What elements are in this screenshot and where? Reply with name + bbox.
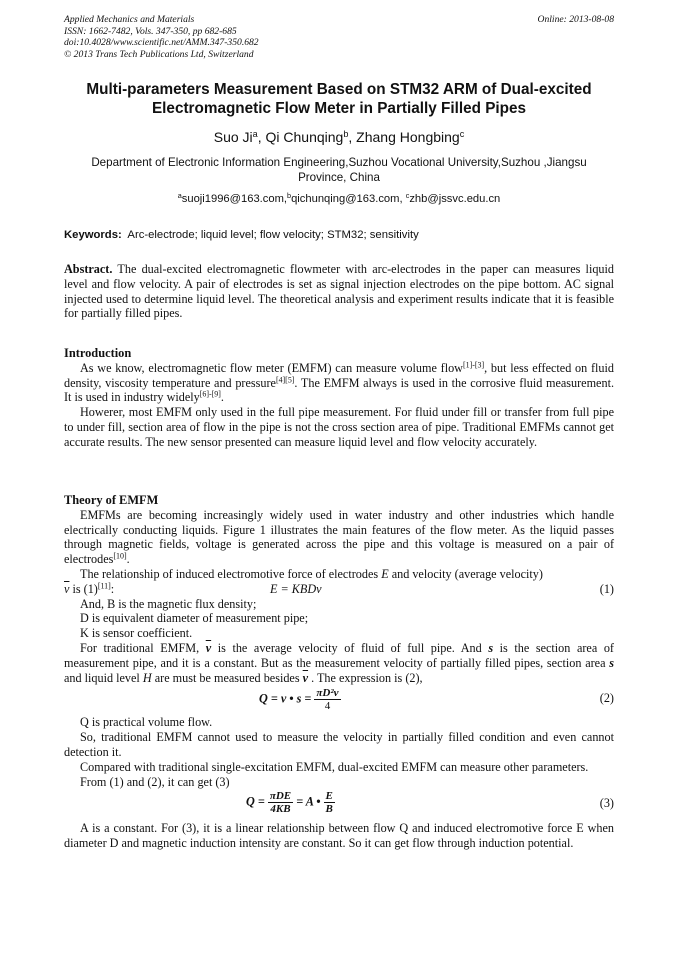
author-list xyxy=(0,129,678,145)
author-affil-mark: a xyxy=(252,129,258,139)
equation-fraction xyxy=(268,790,293,815)
paragraph-text: . xyxy=(126,552,130,567)
section-heading: Introduction xyxy=(64,346,132,360)
online-date: Online: 2013-08-08 xyxy=(537,14,614,25)
definition-line: And, B is the magnetic flux density; xyxy=(80,596,257,611)
equation-1: E = KBDv xyxy=(270,581,322,596)
paragraph-text: EMFMs are becoming increasingly widely used in water industry and other industries which handle electrically conducting liquids. Figure 1 illustrates the main features of the flow meter. As the liquid passes through magnetic fields, voltage is generated across the pipe and this voltage is measured on a pair of electrodes xyxy=(64,507,614,567)
abstract xyxy=(64,262,614,321)
email-link[interactable]: qichunqing@163.com, xyxy=(291,193,406,205)
doi-line[interactable]: doi:10.4028/www.scientific.net/AMM.347-350.682 xyxy=(64,37,259,48)
math-symbol: E xyxy=(381,566,389,581)
equation-2 xyxy=(259,687,341,712)
equation-number: (3) xyxy=(599,796,614,811)
paragraph xyxy=(64,361,614,405)
email-mark: a xyxy=(177,191,182,200)
fraction-denominator: 4 xyxy=(324,700,331,713)
paper-title xyxy=(50,80,628,118)
abstract-label: Abstract. xyxy=(64,262,113,276)
equation-3 xyxy=(246,790,335,815)
author-affil-mark: b xyxy=(343,129,349,139)
math-symbol: $\overline{v}$ xyxy=(64,581,70,596)
math-symbol: $\overline{v}$ xyxy=(205,640,212,655)
title-line-1: Multi-parameters Measurement Based on STM32 ARM of Dual-excited xyxy=(86,81,592,98)
keywords xyxy=(64,229,614,241)
fraction-numerator: πD²v xyxy=(316,687,339,700)
paragraph-text: . xyxy=(220,390,224,405)
fraction-denominator: B xyxy=(325,803,333,816)
paragraph: From (1) and (2), it can get (3) xyxy=(80,774,230,789)
paragraph-text: is the average velocity of fluid of full pipe. And xyxy=(211,640,489,655)
paragraph-text: and liquid level xyxy=(64,670,143,685)
paragraph-text: For traditional EMFM, xyxy=(80,640,206,655)
introduction-section xyxy=(64,346,614,450)
affiliation-line-2: Province, China xyxy=(298,171,380,184)
paragraph: So, traditional EMFM cannot used to measure the velocity in partially filled condition and even cannot detection it. xyxy=(64,730,614,759)
definition-line: Q is practical volume flow. xyxy=(80,715,213,730)
journal-name: Applied Mechanics and Materials xyxy=(64,14,195,25)
paragraph-text: . The EMFM always is used in the corrosive fluid measurement. It is used in industry widely xyxy=(64,375,614,405)
equation-2-line xyxy=(64,685,614,715)
equation-3-line xyxy=(64,789,614,821)
section-heading: Theory of EMFM xyxy=(64,493,159,507)
author-emails xyxy=(0,193,678,205)
paragraph-text: are must be measured besides xyxy=(151,670,303,685)
issn-line: ISSN: 1662-7482, Vols. 347-350, pp 682-685 xyxy=(64,25,237,37)
author-affil-mark: c xyxy=(459,129,465,139)
keywords-label: Keywords: xyxy=(64,229,122,241)
fraction-denominator: 4KB xyxy=(270,803,291,816)
email-link[interactable]: zhb@jssvc.edu.cn xyxy=(409,193,501,205)
equation-number: (2) xyxy=(599,691,614,706)
keywords-text: Arc-electrode; liquid level; flow velocity; STM32; sensitivity xyxy=(127,229,419,241)
citation[interactable]: [4][5] xyxy=(275,375,295,385)
paragraph-text: As we know, electromagnetic flow meter (EMFM) can measure volume flow xyxy=(80,360,463,375)
affiliation-line-1: Department of Electronic Information Engineering,Suzhou Vocational University,Suzhou ,Jiangsu xyxy=(91,156,587,169)
paragraph-text: The relationship of induced electromotive force of electrodes xyxy=(80,566,382,581)
copyright-line: © 2013 Trans Tech Publications Ltd, Switzerland xyxy=(64,48,254,60)
math-symbol: $\overline{v}$ xyxy=(302,670,309,685)
math-symbol: H xyxy=(142,670,152,685)
journal-header xyxy=(64,14,614,60)
email-mark: b xyxy=(287,191,292,200)
definition-line: K is sensor coefficient. xyxy=(80,626,193,641)
paragraph-text: and velocity (average velocity) xyxy=(388,566,543,581)
paragraph-text: is the section area of measurement pipe, and it is a constant. But as the measurement velocity of partially filled pipes, section area xyxy=(64,640,614,670)
abstract-text: The dual-excited electromagnetic flowmeter with arc-electrodes in the paper can measures liquid level and flow velocity. A pair of electrodes is set as signal injection electrodes on the pipe bottom. AC signal injected used to determine liquid level. The theoretical analysis and experiment results indicate that it is feasible for partially filled pipes. xyxy=(64,262,614,321)
paragraph xyxy=(64,508,614,567)
fraction-numerator: πDE xyxy=(269,790,292,803)
affiliation xyxy=(60,155,618,185)
citation[interactable]: [1]-[3] xyxy=(462,360,485,370)
equation-text: Q = v • s = xyxy=(259,691,312,706)
paragraph: A is a constant. For (3), it is a linear relationship between flow Q and induced electromotive force E when diameter D and magnetic induction intensity are constant. So it can get flow through induction potential. xyxy=(64,821,614,851)
title-line-2: Electromagnetic Flow Meter in Partially Filled Pipes xyxy=(151,100,527,117)
author-separator: , xyxy=(257,129,266,145)
paragraph xyxy=(64,567,614,582)
citation[interactable]: [11] xyxy=(97,581,111,591)
equation-fraction xyxy=(324,790,335,815)
paragraph: Compared with traditional single-excitation EMFM, dual-excited EMFM can measure other parameters. xyxy=(80,759,589,774)
paragraph-text: . The expression is (2), xyxy=(308,670,423,685)
equation-number: (1) xyxy=(599,581,614,596)
author-separator: , xyxy=(348,129,357,145)
author-name: Qi Chunqing xyxy=(265,129,344,145)
author-name: Suo Ji xyxy=(213,129,253,145)
theory-section xyxy=(64,493,614,851)
paragraph: Howerer, most EMFM only used in the full pipe measurement. For fluid under fill or transfer from full pipe to under fill, section area of flow in the pipe is not the cross section area of pipe. Traditional EMFMs cannot get accurate results. The new sensor presented can measure liquid level and flow velocity accurately. xyxy=(64,405,614,449)
equation-1-line xyxy=(64,582,614,597)
citation[interactable]: [6]-[9] xyxy=(199,390,221,400)
equation-fraction xyxy=(314,687,340,712)
equation-text: = A • xyxy=(296,794,321,809)
equation-text: Q = xyxy=(246,794,265,809)
definition-line: D is equivalent diameter of measurement pipe; xyxy=(80,611,309,626)
paragraph-text: is (1) xyxy=(69,581,98,596)
email-mark: c xyxy=(405,191,410,200)
citation[interactable]: [10] xyxy=(113,551,127,561)
paragraph-text: : xyxy=(110,581,115,596)
fraction-numerator: E xyxy=(325,790,333,803)
paragraph-text: , but less effected on fluid density, viscosity temperature and pressure xyxy=(64,360,615,390)
paragraph: For traditional EMFM, $\overline{v}$ is the average velocity of fluid of full pipe. And s is the section area of measurement pipe, and it is a constant. But as the measurement velocity of partially filled pipes, section area s and liquid level H are must be measured besides $\overline{v}$ . The expression is (2), xyxy=(64,640,614,685)
author-name: Zhang Hongbing xyxy=(356,129,460,145)
email-link[interactable]: suoji1996@163.com, xyxy=(181,193,288,205)
